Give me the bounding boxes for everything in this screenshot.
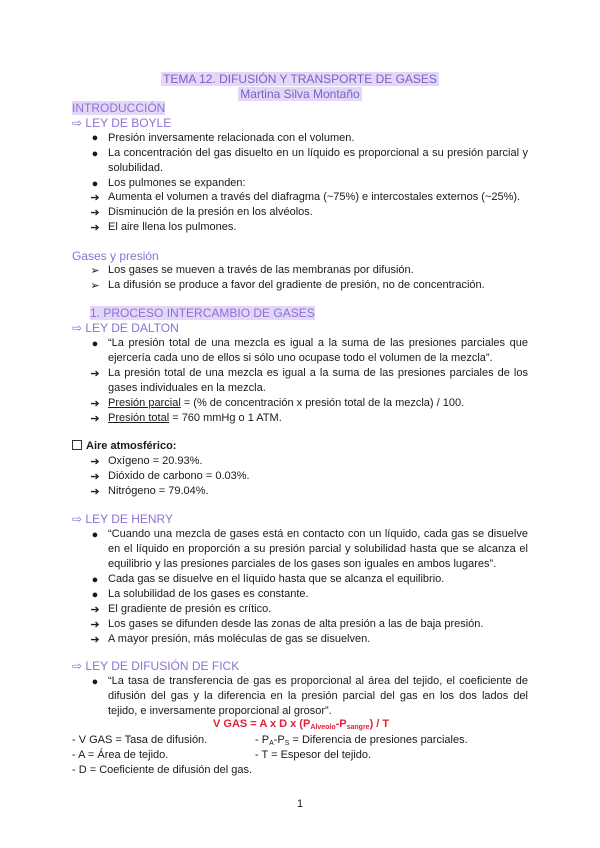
arrow-icon: ➔ <box>90 619 100 631</box>
arrow-icon: ➔ <box>90 486 100 498</box>
dalton-heading: ⇨ LEY DE DALTON <box>72 321 179 335</box>
bullet-icon: ● <box>91 589 99 601</box>
arrow-icon: ➔ <box>90 604 100 616</box>
bullet-icon: ● <box>91 676 99 688</box>
bullet-icon: ● <box>91 178 99 190</box>
list-item: Presión parcial = (% de concentración x presión total de la mezcla) / 100. <box>108 397 465 409</box>
list-item: Aumenta el volumen a través del diafragma (~75%) e intercostales externos (~25%). <box>108 191 521 203</box>
boyle-heading: ⇨ LEY DE BOYLE <box>72 116 172 130</box>
list-item: “Cuando una mezcla de gases está en contacto con un líquido, cada gas se disuelve en el líquido en proporción a su presión parcial y solubilidad hasta que se alcanza el equilibrio y las presiones parciales de los gases son iguales en ambos lugares”. <box>108 528 528 570</box>
intro-heading: INTRODUCCIÓN <box>72 101 166 115</box>
list-item: La presión total de una mezcla es igual a la suma de las presiones parciales de los gases individuales en la mezcla. <box>108 367 528 394</box>
bullet-icon: ● <box>91 132 99 144</box>
checkbox-icon <box>72 440 82 450</box>
arrow-icon: ➔ <box>90 634 100 646</box>
arrow-icon: ➔ <box>90 192 100 204</box>
legend-item: - $P_A-P_S$ = Diferencia de presiones parciales. <box>255 734 468 747</box>
list-item: Los pulmones se expanden: <box>108 177 246 189</box>
list-item: Presión total = 760 mmHg o 1 ATM. <box>108 412 282 424</box>
gases-heading: Gases y presión <box>72 249 159 263</box>
list-item: Cada gas se disuelve en el líquido hasta que se alcanza el equilibrio. <box>108 573 445 585</box>
legend-item: - T = Espesor del tejido. <box>255 749 372 761</box>
arrow-icon: ➔ <box>90 207 100 219</box>
arrow-icon: ➔ <box>90 471 100 483</box>
bullet-icon: ● <box>91 529 99 541</box>
arrowhead-icon: ➢ <box>90 265 100 277</box>
air-heading: Aire atmosférico: <box>72 439 176 453</box>
arrow-icon: ➔ <box>90 398 100 410</box>
bullet-icon: ● <box>91 574 99 586</box>
document-title: TEMA 12. DIFUSIÓN Y TRANSPORTE DE GASES <box>163 72 437 86</box>
henry-heading: ⇨ LEY DE HENRY <box>72 512 173 526</box>
arrow-icon: ➔ <box>90 456 100 468</box>
legend-item: - A = Área de tejido. <box>72 749 169 761</box>
list-item: Disminución de la presión en los alvéolos. <box>108 206 313 218</box>
list-item: La concentración del gas disuelto en un líquido es proporcional a su presión parcial y solubilidad. <box>108 147 528 174</box>
arrow-icon: ➔ <box>90 413 100 425</box>
list-item: El aire llena los pulmones. <box>108 221 237 233</box>
arrow-icon: ➔ <box>90 222 100 234</box>
bullet-icon: ● <box>91 338 99 350</box>
section-1-heading: 1. PROCESO INTERCAMBIO DE GASES <box>90 306 315 320</box>
list-item: El gradiente de presión es crítico. <box>108 603 272 615</box>
fick-quote: “La tasa de transferencia de gas es proporcional al área del tejido, el coeficiente de difusión del gas y la diferencia en la presión parcial del gas en los dos lados del tejido, e inversamente proporcional al grosor”. <box>108 675 528 717</box>
arrow-icon: ➔ <box>90 368 100 380</box>
legend-item: - D = Coeficiente de difusión del gas. <box>72 764 253 776</box>
page-number: 1 <box>296 798 304 810</box>
list-item: Los gases se mueven a través de las membranas por difusión. <box>108 264 414 276</box>
arrowhead-icon: ➢ <box>90 280 100 292</box>
list-item: Presión inversamente relacionada con el volumen. <box>108 132 355 144</box>
list-item: A mayor presión, más moléculas de gas se disuelven. <box>108 633 371 645</box>
fick-formula: V GAS = A x D x $(P_{Alveolo}-P_{sangre})$ / T <box>213 718 390 731</box>
bullet-icon: ● <box>91 148 99 160</box>
list-item: La solubilidad de los gases es constante. <box>108 588 309 600</box>
list-item: La difusión se produce a favor del gradiente de presión, no de concentración. <box>108 279 485 291</box>
list-item: Dióxido de carbono = 0.03%. <box>108 470 250 482</box>
list-item: “La presión total de una mezcla es igual a la suma de las presiones parciales que ejercería cada uno de ellos si sólo uno ocupase todo el volumen de la mezcla”. <box>108 337 528 364</box>
document-author: Martina Silva Montaño <box>240 87 360 101</box>
list-item: Oxígeno = 20.93%. <box>108 455 203 467</box>
list-item: Los gases se difunden desde las zonas de alta presión a las de baja presión. <box>108 618 484 630</box>
legend-item: - V GAS = Tasa de difusión. <box>72 734 208 746</box>
list-item: Nitrógeno = 79.04%. <box>108 485 209 497</box>
fick-heading: ⇨ LEY DE DIFUSIÓN DE FICK <box>72 659 240 673</box>
